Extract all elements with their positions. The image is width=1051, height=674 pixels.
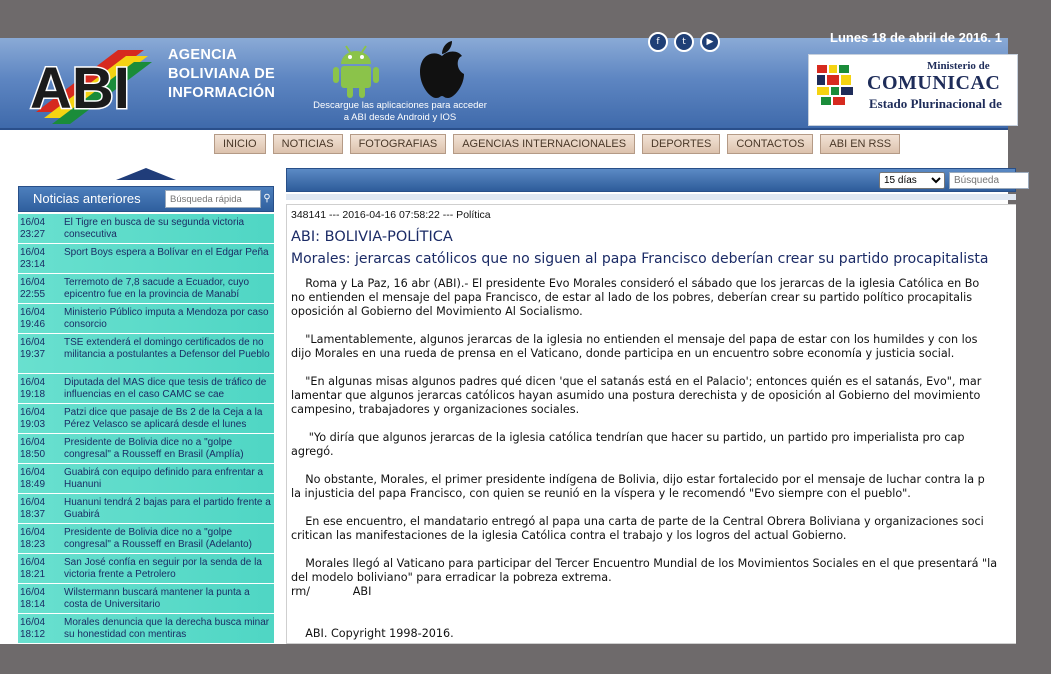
quick-search-input[interactable]: [165, 190, 261, 208]
news-time: 19:18: [20, 389, 46, 400]
news-date: 16/04: [20, 497, 46, 508]
news-link[interactable]: Huanuni tendrá 2 bajas para el partido frente a Guabirá: [64, 497, 271, 520]
news-date: 16/04: [20, 617, 46, 628]
news-item[interactable]: [18, 244, 274, 274]
news-datetime: [20, 467, 60, 493]
news-time: 19:03: [20, 419, 46, 430]
news-datetime: [20, 527, 60, 553]
nav-agencias-internacionales[interactable]: AGENCIAS INTERNACIONALES: [453, 134, 635, 154]
news-date: 16/04: [20, 587, 46, 598]
news-time: 19:37: [20, 349, 46, 360]
previous-news-title: Noticias anteriores: [33, 191, 141, 206]
news-date: 16/04: [20, 217, 46, 228]
news-date: 16/04: [20, 377, 46, 388]
twitter-icon[interactable]: t: [674, 32, 694, 52]
news-item[interactable]: [18, 214, 274, 244]
news-item[interactable]: [18, 524, 274, 554]
page: [0, 30, 1008, 644]
abi-logo[interactable]: [26, 46, 158, 122]
news-item[interactable]: [18, 554, 274, 584]
article-filter-bar: [286, 168, 1016, 192]
news-item[interactable]: [18, 334, 274, 374]
days-select[interactable]: [879, 172, 945, 189]
app-note-line-2: a ABI desde Android y IOS: [343, 112, 457, 123]
news-datetime: [20, 217, 60, 243]
news-link[interactable]: Wilstermann buscará mantener la punta a costa de Universitario: [64, 587, 250, 610]
news-time: 22:55: [20, 289, 46, 300]
article-body: [291, 277, 1051, 655]
article-headline: Morales: jerarcas católicos que no siguen al papa Francisco deberían crear su partido procapitalista: [291, 251, 989, 267]
article-meta: 348141 --- 2016-04-16 07:58:22 --- Política: [291, 209, 491, 221]
ministry-emblem-icon: [815, 61, 861, 107]
news-item[interactable]: [18, 614, 274, 644]
article-paragraph: "Lamentablemente, algunos jerarcas de la iglesia no entienden el mensaje del papa de estar con los humildes y con los dijo Morales en una rueda de prensa en el Vaticano, donde participa en un encuentro sobre economía y justicia social.: [291, 333, 978, 360]
app-note-line-1: Descargue las aplicaciones para acceder: [313, 100, 487, 111]
news-link[interactable]: Presidente de Bolivia dice no a "golpe congresal" a Rousseff en Brasil (Amplía): [64, 437, 244, 460]
nav-deportes[interactable]: DEPORTES: [642, 134, 720, 154]
news-link[interactable]: Ministerio Público imputa a Mendoza por caso consorcio: [64, 307, 269, 330]
ministry-line-2: COMUNICAC: [867, 72, 1001, 94]
article-paragraph: Roma y La Paz, 16 abr (ABI).- El presidente Evo Morales consideró el sábado que los jerarcas de la iglesia Católica en Bo no entienden el mensaje del papa Francisco, de estar al lado de los pobres, deberían crear su partido político procapitalis oposición al Gobierno del Movimiento Al Socialismo.: [291, 277, 980, 318]
news-date: 16/04: [20, 307, 46, 318]
news-date: 16/04: [20, 337, 46, 348]
news-time: 19:46: [20, 319, 46, 330]
previous-news-header: [18, 186, 274, 212]
news-item[interactable]: [18, 464, 274, 494]
news-date: 16/04: [20, 467, 46, 478]
news-datetime: [20, 407, 60, 433]
nav-fotografias[interactable]: FOTOGRAFIAS: [350, 134, 447, 154]
news-link[interactable]: TSE extenderá el domingo certificados de no militancia a postulantes a Defensor del Pueblo: [64, 337, 270, 360]
news-datetime: [20, 247, 60, 273]
news-link[interactable]: San José confía en seguir por la senda de la victoria frente a Petrolero: [64, 557, 262, 580]
article-copyright: ABI. Copyright 1998-2016.: [291, 627, 454, 640]
news-date: 16/04: [20, 407, 46, 418]
news-time: 18:12: [20, 629, 46, 640]
article-search-input[interactable]: [949, 172, 1029, 189]
main-nav: [214, 134, 900, 154]
article-signature: rm/ ABI: [291, 585, 372, 598]
news-datetime: [20, 277, 60, 303]
news-link[interactable]: Sport Boys espera a Bolívar en el Edgar Peña: [64, 247, 269, 258]
news-time: 23:14: [20, 259, 46, 270]
news-date: 16/04: [20, 247, 46, 258]
news-datetime: [20, 377, 60, 403]
article-paragraph: Morales llegó al Vaticano para participar del Tercer Encuentro Mundial de los Movimientos Sociales en el que presentará "la del modelo boliviano" para erradicar la pobreza extrema.: [291, 557, 998, 584]
article-paragraph: "Yo diría que algunos jerarcas de la iglesia católica tendrían que hacer su partido, un partido pro imperialista pro cap agregó.: [291, 431, 965, 458]
article-paragraph: En ese encuentro, el mandatario entregó al papa una carta de parte de la Central Obrera Boliviana y organizaciones soci critican las manifestaciones de la iglesia Católica contra el trabajo y los logros del actual Gobierno.: [291, 515, 984, 542]
news-datetime: [20, 337, 60, 373]
news-datetime: [20, 437, 60, 463]
ministry-line-1: Ministerio de: [927, 60, 990, 72]
agency-name: [168, 46, 275, 103]
nav-contactos[interactable]: CONTACTOS: [727, 134, 813, 154]
article-section-title: ABI: BOLIVIA-POLÍTICA: [291, 229, 453, 245]
article-paragraph: No obstante, Morales, el primer presidente indígena de Bolivia, dijo estar fortalecido por el mensaje de luchar contra la p la injusticia del papa Francisco, con quien se reunió en la víspera y le recomendó "Evo siempre con el pueblo".: [291, 473, 985, 500]
news-item[interactable]: [18, 304, 274, 334]
agency-line-3: INFORMACIÓN: [168, 85, 276, 101]
news-item[interactable]: [18, 584, 274, 614]
search-icon[interactable]: ⚲: [263, 193, 271, 204]
scroll-up-arrow-icon[interactable]: [116, 168, 176, 180]
news-time: 18:21: [20, 569, 46, 580]
news-datetime: [20, 587, 60, 613]
app-download-note: [300, 100, 500, 124]
article-panel: [286, 204, 1016, 644]
news-datetime: [20, 617, 60, 643]
facebook-icon[interactable]: f: [648, 32, 668, 52]
news-link[interactable]: Presidente de Bolivia dice no a "golpe congresal" a Rousseff en Brasil (Adelanto): [64, 527, 252, 550]
site-header: [0, 30, 1008, 130]
svg-text:ABI: ABI: [30, 56, 130, 121]
youtube-icon[interactable]: ▶: [700, 32, 720, 52]
news-time: 23:27: [20, 229, 46, 240]
news-item[interactable]: [18, 274, 274, 304]
news-time: 18:37: [20, 509, 46, 520]
news-time: 18:49: [20, 479, 46, 490]
news-item[interactable]: [18, 374, 274, 404]
nav-noticias[interactable]: NOTICIAS: [273, 134, 343, 154]
news-item[interactable]: [18, 494, 274, 524]
filter-bar-shadow: [286, 194, 1016, 200]
news-link[interactable]: Patzi dice que pasaje de Bs 2 de la Ceja a la Pérez Velasco se aplicará desde el lunes: [64, 407, 263, 430]
apple-icon[interactable]: [414, 40, 470, 102]
nav-rss[interactable]: ABI EN RSS: [820, 134, 900, 154]
news-datetime: [20, 557, 60, 583]
nav-inicio[interactable]: INICIO: [214, 134, 266, 154]
news-link[interactable]: Diputada del MAS dice que tesis de tráfico de influencias en el caso CAMC se cae: [64, 377, 267, 400]
news-datetime: [20, 497, 60, 523]
social-links: [648, 32, 720, 52]
article-paragraph: "En algunas misas algunos padres qué dicen 'que el satanás está en el Palacio'; entonces quién es el satanás, Evo", mar lamentar que algunos jerarcas católicos hayan asumido una postura derechista y de oposición al Gobierno del movimiento campesino, trabajadores y organizaciones sociales.: [291, 375, 982, 416]
agency-line-2: BOLIVIANA DE: [168, 66, 275, 82]
news-date: 16/04: [20, 277, 46, 288]
news-link[interactable]: Terremoto de 7,8 sacude a Ecuador, cuyo epicentro fue en la provincia de Manabí: [64, 277, 250, 300]
current-date: Lunes 18 de abril de 2016. 1: [830, 30, 1002, 45]
android-icon[interactable]: [328, 42, 384, 100]
news-item[interactable]: [18, 404, 274, 434]
agency-line-1: AGENCIA: [168, 47, 237, 63]
ministry-line-3: Estado Plurinacional de: [869, 96, 1002, 111]
previous-news-list: [18, 214, 274, 644]
news-link[interactable]: Guabirá con equipo definido para enfrentar a Huanuni: [64, 467, 264, 490]
news-date: 16/04: [20, 527, 46, 538]
news-item[interactable]: [18, 434, 274, 464]
news-time: 18:50: [20, 449, 46, 460]
news-time: 18:14: [20, 599, 46, 610]
news-time: 18:23: [20, 539, 46, 550]
news-date: 16/04: [20, 557, 46, 568]
news-datetime: [20, 307, 60, 333]
ministry-banner[interactable]: [808, 54, 1018, 126]
news-date: 16/04: [20, 437, 46, 448]
news-link[interactable]: Morales denuncia que la derecha busca minar su honestidad con mentiras: [64, 617, 270, 640]
news-link[interactable]: El Tigre en busca de su segunda victoria consecutiva: [64, 217, 245, 240]
